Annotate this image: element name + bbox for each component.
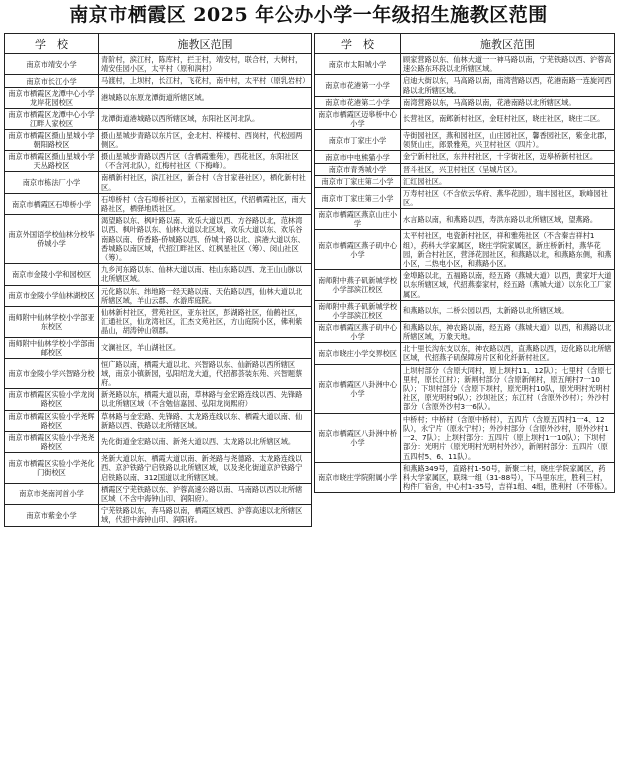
- table-row: [5, 87, 312, 108]
- school-name-cell: 南师附中仙林学校小学部南邮校区: [5, 337, 99, 358]
- enrollment-area-cell: 寺街园社区，燕和园社区，山庄园社区，馨香园社区，紫金北郡，领贤山庄，郎景雅苑，兴卫村社区（四片）。: [401, 130, 615, 151]
- right-table-wrapper: [314, 33, 615, 527]
- table-row: [315, 321, 615, 342]
- table-row: [5, 453, 312, 484]
- school-name-cell: 南京市栖霞区石埠桥小学: [5, 193, 99, 214]
- left-table: [4, 33, 312, 527]
- table-row: [5, 410, 312, 431]
- table-row: [315, 175, 615, 187]
- enrollment-area-cell: 启迪大街以东，马高路以南，南湾营路以西，花港南路一连旋河西路以北所辖区域。: [401, 75, 615, 96]
- page-title: 南京市栖霞区 2025 年公办小学一年级招生施教区范围: [69, 4, 548, 26]
- table-row: [315, 188, 615, 209]
- area-column-header: 施教区范围: [401, 34, 615, 54]
- school-name-cell: 南京市栋法厂小学: [5, 172, 99, 193]
- school-name-cell: 南京市花港第二小学: [315, 96, 401, 108]
- table-row: [5, 505, 312, 526]
- enrollment-area-cell: 港城路以东原龙潭街道所辖区域。: [99, 87, 312, 108]
- table-row: [315, 462, 615, 493]
- school-name-cell: 南京市栖霞区燕子矶中心小学: [315, 321, 401, 342]
- table-row: [5, 193, 312, 214]
- school-name-cell: 南京市紫金小学: [5, 505, 99, 526]
- school-name-cell: 南京市花港第一小学: [315, 75, 401, 96]
- table-row: [315, 151, 615, 163]
- school-name-cell: 南京市长江小学: [5, 75, 99, 87]
- table-row: [5, 432, 312, 453]
- left-header-row: [5, 34, 312, 54]
- school-name-cell: 南京市栖霞区燕京山庄小学: [315, 209, 401, 230]
- enrollment-area-cell: 水言路以南，和燕路以西，寿洪东路以北所辖区域，望燕路。: [401, 209, 615, 230]
- enrollment-area-cell: 宁芜铁路以东，奔马路以南，栖霞区城西、沪蓉高速以北所辖区域，代招中海钟山印、润阳府。: [99, 505, 312, 526]
- school-name-cell: 南京市栖霞区龙潭中心小学龙岸花园校区: [5, 87, 99, 108]
- enrollment-area-cell: 上坝村部分（含原大同村，原上坝村11、12队）；七里村（含原七里村，原长江村）；新闸村部分（含原新闸村，原五闸村7一10队）；下坝村部分（含原下坝村，原光明村10队，原光明村光明村社区，原光明村9队）；沙坝社区；东江村（含原外沙村）；外沙村部分（含原外沙村3一6队）。: [401, 364, 615, 413]
- table-row: [315, 364, 615, 413]
- table-row: [5, 54, 312, 75]
- enrollment-area-cell: 南湾营路以东，马高路以南，花港南路以北所辖区域。: [401, 96, 615, 108]
- enrollment-area-cell: 九乡河东路以东、仙林大道以南、桂山东路以西、龙王山山脉以北所辖区域。: [99, 264, 312, 285]
- school-name-cell: 南京市金陵小学仙林湖校区: [5, 285, 99, 306]
- enrollment-area-cell: 龙潭街道港城路以西所辖区域，东阳社区河北队。: [99, 108, 312, 129]
- enrollment-area-cell: 和燕路以东，神农路以南，经五路（燕城大道）以西，和燕路以北所辖区域，万象天地。: [401, 321, 615, 342]
- enrollment-area-cell: 金埠路以北，五福路以南，经五路（燕城大道）以西，黄家圩大道以东所辖区域，代招燕泰家村，经五路（燕城大道）以东化工厂家属区。: [401, 270, 615, 301]
- enrollment-area-cell: 顾家营路以东、仙林大道一一神马路以南，宁芜铁路以西、沪蓉高速公路东环段以北所辖区域。: [401, 54, 615, 75]
- school-name-cell: 南京市金陵小学兴智路分校: [5, 358, 99, 389]
- enrollment-area-cell: 石埠桥村（含石埠桥社区），五福家园社区，代招栖霞社区，南大路社区，栖驿地质社区。: [99, 193, 312, 214]
- table-row: [315, 230, 615, 270]
- school-name-cell: 南京市栖霞区八卦洲中桥小学: [315, 413, 401, 462]
- enrollment-area-cell: 万寿村社区（不含依云华府、燕华花园），瑞丰园社区，耿峰园社区。: [401, 188, 615, 209]
- school-name-cell: 南京市中电熊猫小学: [315, 151, 401, 163]
- enrollment-area-cell: 文澜社区，羊山湖社区。: [99, 337, 312, 358]
- school-name-cell: 南京市尧南河首小学: [5, 483, 99, 504]
- table-row: [315, 75, 615, 96]
- school-column-header: 学 校: [5, 34, 99, 54]
- school-name-cell: 南京市丁家庄第三小学: [315, 188, 401, 209]
- school-name-cell: 南京外国语学校仙林分校华侨城小学: [5, 215, 99, 264]
- school-name-cell: 南京市晓庄小学交界校区: [315, 343, 401, 364]
- enrollment-area-cell: 长营社区，南邺新村社区，金旺村社区，晓庄社区，晓庄二区。: [401, 109, 615, 130]
- table-row: [5, 75, 312, 87]
- enrollment-area-cell: 仙林新村社区，营苑社区，亚东社区，彭湖路社区，仙鹤社区，汇通社区，仙龙湾社区，汇杰文苑社区，方山庭院小区，佛利紫晶山，胡涛钟山领郡。: [99, 307, 312, 338]
- school-name-cell: 南京市栖霞区龙潭中心小学江畔人家校区: [5, 108, 99, 129]
- table-row: [5, 151, 312, 172]
- enrollment-tables: [4, 33, 613, 527]
- table-row: [5, 172, 312, 193]
- table-row: [315, 209, 615, 230]
- school-name-cell: 南京市栖霞区摄山星城小学天丛路校区: [5, 151, 99, 172]
- enrollment-area-cell: 摄山星城步青路以东片区，金北村、梓楼村、西岗村，代松园两侧区。: [99, 129, 312, 150]
- enrollment-area-cell: 和燕路以东，二桥公园以西，太新路以北所辖区域。: [401, 300, 615, 321]
- school-name-cell: 南京市丁家庄第二小学: [315, 175, 401, 187]
- school-name-cell: 南京市栖霞区八卦洲中心小学: [315, 364, 401, 413]
- table-row: [5, 129, 312, 150]
- school-name-cell: 南京市晓庄学院附属小学: [315, 462, 401, 493]
- school-name-cell: 南师附中仙林学校小学部亚东校区: [5, 307, 99, 338]
- school-name-cell: 南京市栖霞区燕子矶中心小学: [315, 230, 401, 270]
- table-row: [5, 358, 312, 389]
- school-column-header: 学 校: [315, 34, 401, 54]
- right-header-row: [315, 34, 615, 54]
- left-table-wrapper: [4, 33, 312, 527]
- table-row: [5, 215, 312, 264]
- left-table-body: [5, 54, 312, 527]
- table-row: [315, 163, 615, 175]
- enrollment-area-cell: 新尧路以东，栖霞大道以南，草林路与金宏路连线以西、先锋路以北所辖区域（不含勉信嘉园、弘阳龙岗熙府）: [99, 389, 312, 410]
- table-row: [315, 96, 615, 108]
- table-row: [5, 108, 312, 129]
- enrollment-area-cell: 中桥村；中桥村（含原中桥村），五四片（含原五四村1一4、12队），永宁片（原永宁村）；外沙村部分（含原外沙村，原外沙村1一2、7队）；上坝村部分：五四片（原上坝村1一10队）；下坝村部分：光明片（原光明村光明村外沙），新闸村部分：五四片（原五四村5、6、11队）。: [401, 413, 615, 462]
- table-row: [5, 337, 312, 358]
- enrollment-area-cell: 晋斗社区，兴卫村社区（呈城片区）。: [401, 163, 615, 175]
- table-row: [5, 483, 312, 504]
- school-name-cell: 南京市栖霞区摄山星城小学朝阳路校区: [5, 129, 99, 150]
- school-name-cell: 南师附中燕子矶新城学校小学部滨江校区: [315, 300, 401, 321]
- table-row: [315, 413, 615, 462]
- area-column-header: 施教区范围: [99, 34, 312, 54]
- right-table: [314, 33, 615, 493]
- school-name-cell: 南师附中燕子矶新城学校小学部滨江校区: [315, 270, 401, 301]
- school-name-cell: 南京市栖霞区迈皋桥中心小学: [315, 109, 401, 130]
- school-name-cell: 南京市太阳城小学: [315, 54, 401, 75]
- table-row: [315, 270, 615, 301]
- school-name-cell: 南京市栖霞区实验小学尧辉路校区: [5, 410, 99, 431]
- enrollment-area-cell: 渴望路以东、枫叶路以南、欢乐大道以西、方谷路以北，范林湾以西、枫叶路以东、仙林大道以北区域，欢乐大道以东、欢乐谷南路以南、侨香路-侨城路以西、侨城十路以北、滨港大道以东、香城路以南区域，代招江畔社区、红枫星社区（筹）、闵山社区（筹）。: [99, 215, 312, 264]
- table-row: [5, 264, 312, 285]
- enrollment-area-cell: 青阶村，滨江村，陈库村，拦王村，靖安村，联合村，大树村，靖安佳园小区，太平村（原和润村）: [99, 54, 312, 75]
- school-name-cell: 南京市靖安小学: [5, 54, 99, 75]
- enrollment-area-cell: 栖霞区宁芜铁路以东、沪蓉高速公路以南、马南路以西以北所辖区域（不含中海钟山印、润阳府）。: [99, 483, 312, 504]
- school-name-cell: 南京市青秀城小学: [315, 163, 401, 175]
- enrollment-area-cell: 金宁新村社区，东井村社区，十字街社区，迈皋桥新村社区。: [401, 151, 615, 163]
- enrollment-area-cell: 先化街道金宏路以南、新尧大道以西、太龙路以北所辖区域。: [99, 432, 312, 453]
- enrollment-area-cell: 马渡村，上坝村，长江村，飞花村，南中村，太平村（原乳岩村）: [99, 75, 312, 87]
- school-name-cell: 南京市丁家庄小学: [315, 130, 401, 151]
- enrollment-area-cell: 和燕路349号，直路村1-50号，新聚二村，晓庄学院家属区，药科大学家属区，联珠一组（31-88号），下马里东庄，胜利三村，构件厂宿舍，中心村1-35号，吉祥1组、4组，胜利村（不带栋）。: [401, 462, 615, 493]
- school-name-cell: 南京市金陵小学和园校区: [5, 264, 99, 285]
- enrollment-area-cell: 恒广路以南，栖霞大道以北、兴智路以东、仙新路以西所辖区域，南京小镇新园，弘阳绍龙大道，代招都荟装东苑、兴智题蔡府。: [99, 358, 312, 389]
- enrollment-area-cell: 摄山星城步青路以西片区（含栖霞雅苑），西花社区，东阳社区（不含河北队），红梅村社区（下梅峰）。: [99, 151, 312, 172]
- table-row: [315, 300, 615, 321]
- table-row: [5, 307, 312, 338]
- enrollment-area-cell: 北十里长沟东支以东，神农路以西，直燕路以西，迈化路以北所辖区域，代招燕子矶保障房片区和化纤新村社区。: [401, 343, 615, 364]
- enrollment-area-cell: 草林路与金宏路、先锋路、太龙路连线以东、栖霞大道以南、仙新路以西、铁路以北所辖区域。: [99, 410, 312, 431]
- enrollment-area-cell: 南栖新村社区，滨江社区，新合村（含甘家巷社区），栖化新村社区。: [99, 172, 312, 193]
- enrollment-area-cell: 太平村社区，电瓷新村社区，祥和雅苑社区（不含秦吉祥村1组），药科大学家属区，晓庄学院家属区，新庄桥新村，燕华花园，新合村社区，营泽花园社区，和燕路以北，和燕路东侧，和燕小区，二热电小区，和燕路小区。: [401, 230, 615, 270]
- table-row: [315, 130, 615, 151]
- school-name-cell: 南京市栖霞区实验小学龙岗路校区: [5, 389, 99, 410]
- table-row: [5, 389, 312, 410]
- table-row: [315, 109, 615, 130]
- table-row: [315, 54, 615, 75]
- school-name-cell: 南京市栖霞区实验小学尧化门街校区: [5, 453, 99, 484]
- table-row: [315, 343, 615, 364]
- right-table-body: [315, 54, 615, 493]
- enrollment-area-cell: 汇红园社区。: [401, 175, 615, 187]
- table-row: [5, 285, 312, 306]
- enrollment-area-cell: 元化路以东、纬地路一经天路以南、天佑路以西，仙林大道以北所辖区域，羊山云郡、水游库庭院。: [99, 285, 312, 306]
- enrollment-area-cell: 尧新大道以东、栖霞大道以南、新尧路与尧德路、太龙路连线以西、京沪铁路宁启铁路以北所辖区域，以及尧化街道京沪铁路宁启铁路以南、312国道以北所辖区域。: [99, 453, 312, 484]
- school-name-cell: 南京市栖霞区实验小学尧尧路校区: [5, 432, 99, 453]
